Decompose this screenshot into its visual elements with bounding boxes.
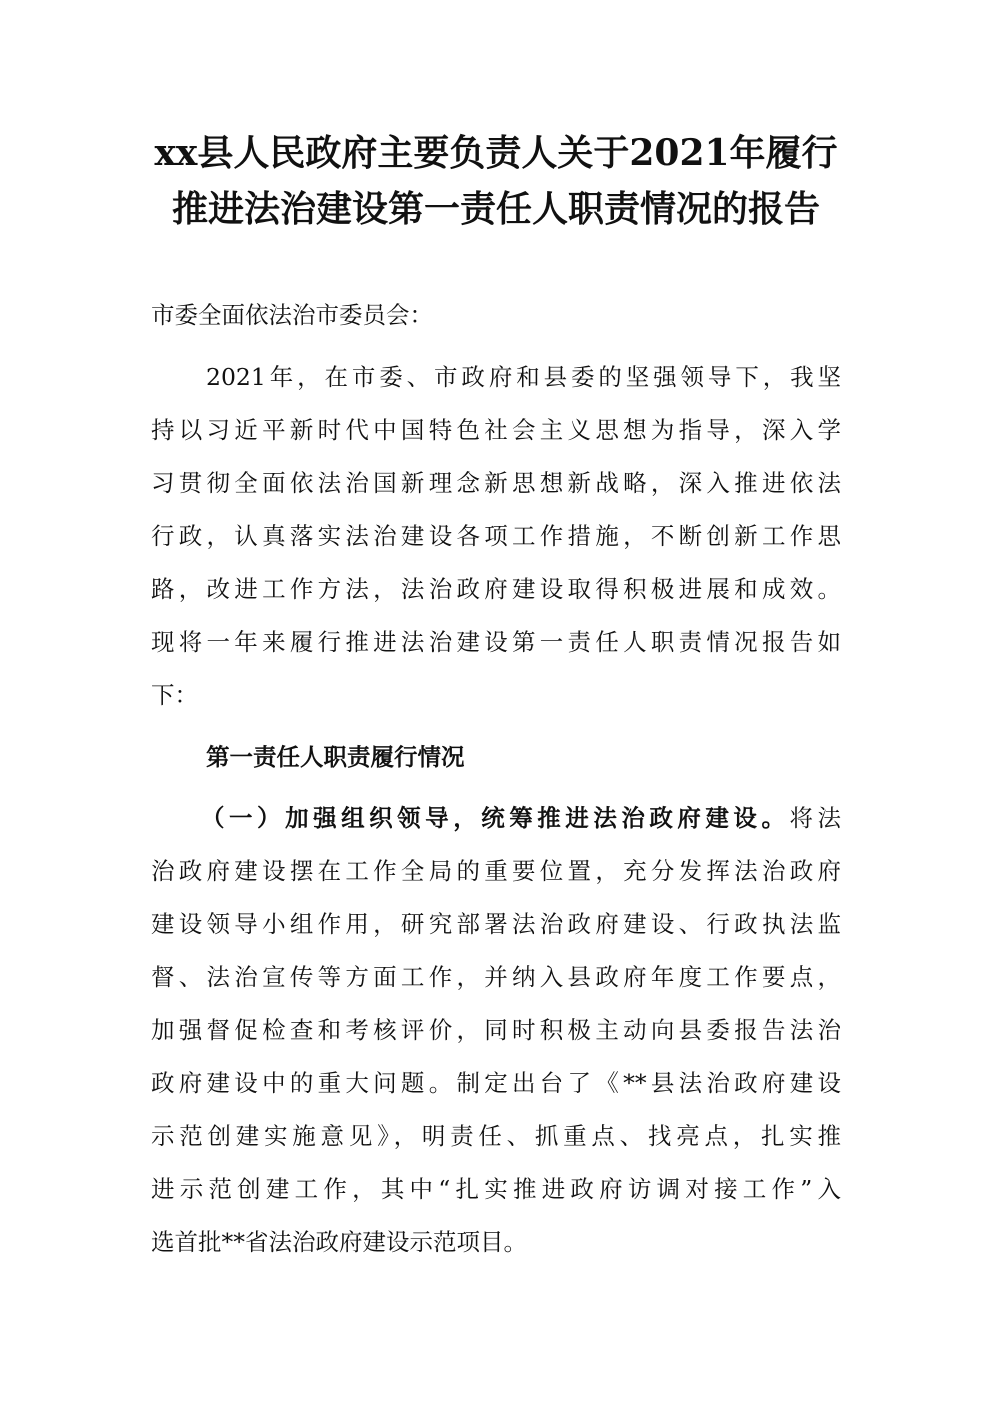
body-line: 选首批**省法治政府建设示范项目。 [151, 1228, 527, 1256]
subsection-first-line [201, 798, 841, 838]
body-line: 示范创建实施意见》，明责任、抓重点、找亮点，扎实推 [151, 1122, 841, 1150]
section-heading: 第一责任人职责履行情况 [206, 743, 465, 771]
report-title [80, 125, 912, 237]
subsection-first-line-rest: 将法 [789, 804, 842, 832]
intro-line: 习贯彻全面依法治国新理念新思想新战略，深入推进依法 [151, 469, 841, 497]
body-line: 政府建设中的重大问题。制定出台了《**县法治政府建设 [151, 1069, 841, 1097]
intro-line: 2021年，在市委、市政府和县委的坚强领导下，我坚 [206, 363, 841, 391]
intro-line: 持以习近平新时代中国特色社会主义思想为指导，深入学 [151, 416, 841, 444]
intro-line: 行政，认真落实法治建设各项工作措施，不断创新工作思 [151, 522, 841, 550]
title-line-2: 推进法治建设第一责任人职责情况的报告 [171, 188, 820, 230]
subsection-bold-lead: （一）加强组织领导，统筹推进法治政府建设。 [201, 804, 790, 832]
intro-line: 现将一年来履行推进法治建设第一责任人职责情况报告如 [151, 628, 841, 656]
body-line: 进示范创建工作，其中“扎实推进政府访调对接工作”入 [151, 1175, 841, 1203]
intro-line: 下： [151, 681, 198, 709]
salutation: 市委全面依法治市委员会： [151, 301, 433, 329]
body-line: 建设领导小组作用，研究部署法治政府建设、行政执法监 [151, 910, 841, 938]
title-line-1: xx县人民政府主要负责人关于2021年履行 [154, 132, 838, 174]
intro-line: 路，改进工作方法，法治政府建设取得积极进展和成效。 [151, 575, 841, 603]
body-line: 治政府建设摆在工作全局的重要位置，充分发挥法治政府 [151, 857, 841, 885]
body-line: 督、法治宣传等方面工作，并纳入县政府年度工作要点， [151, 963, 841, 991]
body-line: 加强督促检查和考核评价，同时积极主动向县委报告法治 [151, 1016, 841, 1044]
